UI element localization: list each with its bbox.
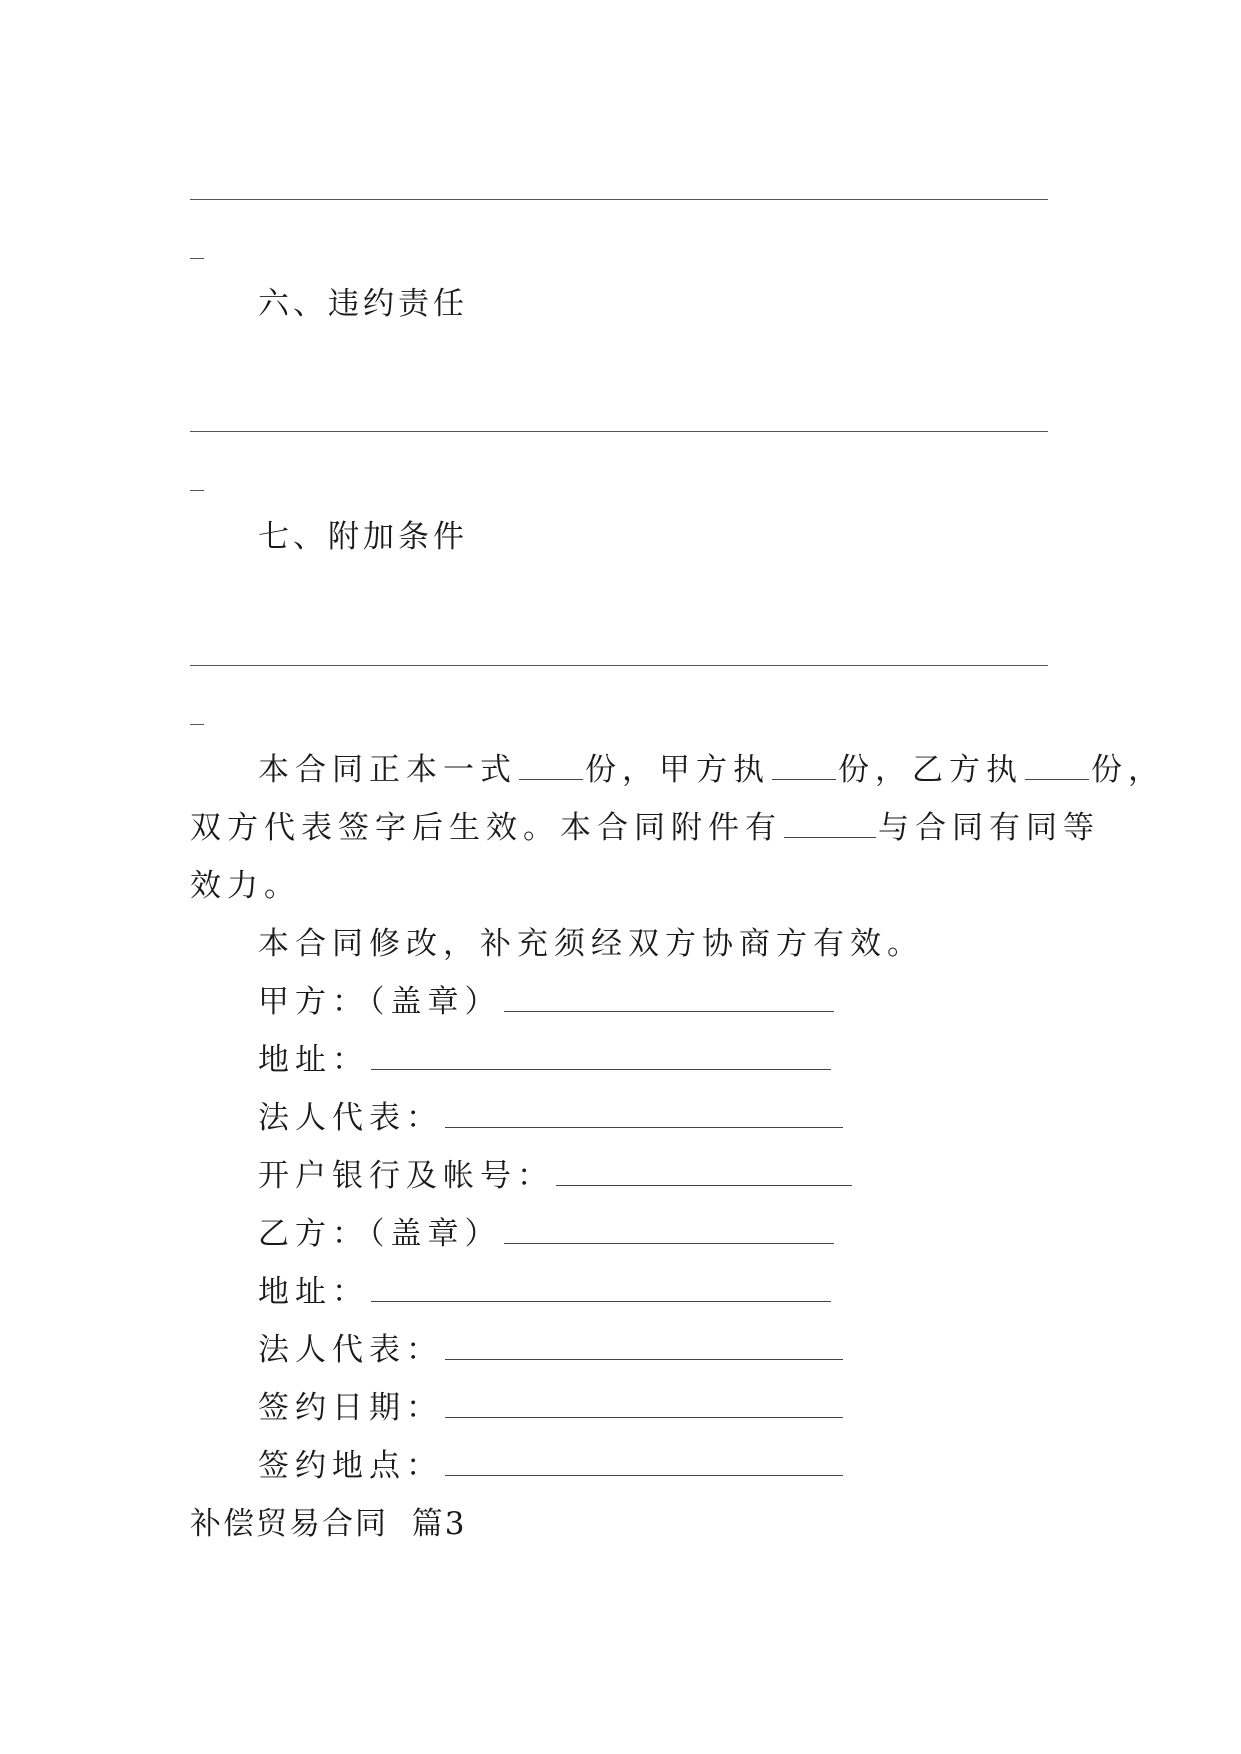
- party-b-date-blank: [445, 1391, 843, 1418]
- party-b-address-blank: [371, 1275, 831, 1302]
- paragraph-copies-line3: 效力。: [190, 868, 301, 904]
- text-copies-b: 份，乙方执: [838, 752, 1023, 788]
- text-copies-end: 份，: [1091, 752, 1165, 788]
- party-b-date-row: [258, 1388, 845, 1428]
- text-copies-total: 本合同正本一式: [258, 752, 517, 788]
- party-b-place-blank: [445, 1449, 843, 1476]
- party-b-address-label: 地址：: [258, 1274, 369, 1310]
- party-b-date-label: 签约日期：: [258, 1390, 443, 1426]
- paragraph-copies-line2: [190, 808, 1100, 848]
- party-b-seal-blank: [504, 1217, 834, 1244]
- party-a-seal-blank: [504, 985, 834, 1012]
- section-heading-conditions: 七、附加条件: [258, 519, 468, 555]
- blank-line-top: [190, 199, 1048, 200]
- party-b-seal-row: [258, 1214, 836, 1254]
- text-attachments-end: 与合同有同等: [878, 810, 1100, 846]
- text-attachments: 双方代表签字后生效。本合同附件有: [190, 810, 782, 846]
- text-copies-a: 份，甲方执: [585, 752, 770, 788]
- party-a-bank-label: 开户银行及帐号：: [258, 1158, 554, 1194]
- party-b-rep-blank: [445, 1333, 843, 1360]
- party-a-seal-label: 甲方：（盖章）: [258, 984, 502, 1020]
- party-a-rep-row: [258, 1098, 845, 1138]
- blank-copies-a: [772, 753, 836, 780]
- blank-line-conditions-tail: [190, 724, 204, 725]
- section-heading-breach: 六、违约责任: [258, 286, 468, 322]
- blank-copies-total: [519, 753, 583, 780]
- party-a-address-row: [258, 1040, 833, 1080]
- party-a-bank-blank: [556, 1159, 852, 1186]
- next-contract-title: 补偿贸易合同 篇3: [190, 1506, 467, 1542]
- party-b-rep-label: 法人代表：: [258, 1332, 443, 1368]
- blank-line-breach-tail: [190, 490, 204, 491]
- party-a-rep-label: 法人代表：: [258, 1100, 443, 1136]
- blank-attachments: [784, 811, 876, 838]
- paragraph-copies-line1: [258, 750, 1165, 790]
- blank-line-conditions: [190, 665, 1048, 666]
- blank-copies-b: [1025, 753, 1089, 780]
- party-b-place-row: [258, 1446, 845, 1486]
- party-b-address-row: [258, 1272, 833, 1312]
- blank-line-top-tail: [190, 258, 204, 259]
- paragraph-amendment: 本合同修改，补充须经双方协商方有效。: [258, 926, 924, 962]
- party-a-address-label: 地址：: [258, 1042, 369, 1078]
- party-a-rep-blank: [445, 1101, 843, 1128]
- party-b-seal-label: 乙方：（盖章）: [258, 1216, 502, 1252]
- blank-line-breach: [190, 431, 1048, 432]
- party-a-address-blank: [371, 1043, 831, 1070]
- party-a-bank-row: [258, 1156, 854, 1196]
- party-a-seal-row: [258, 982, 836, 1022]
- party-b-place-label: 签约地点：: [258, 1448, 443, 1484]
- party-b-rep-row: [258, 1330, 845, 1370]
